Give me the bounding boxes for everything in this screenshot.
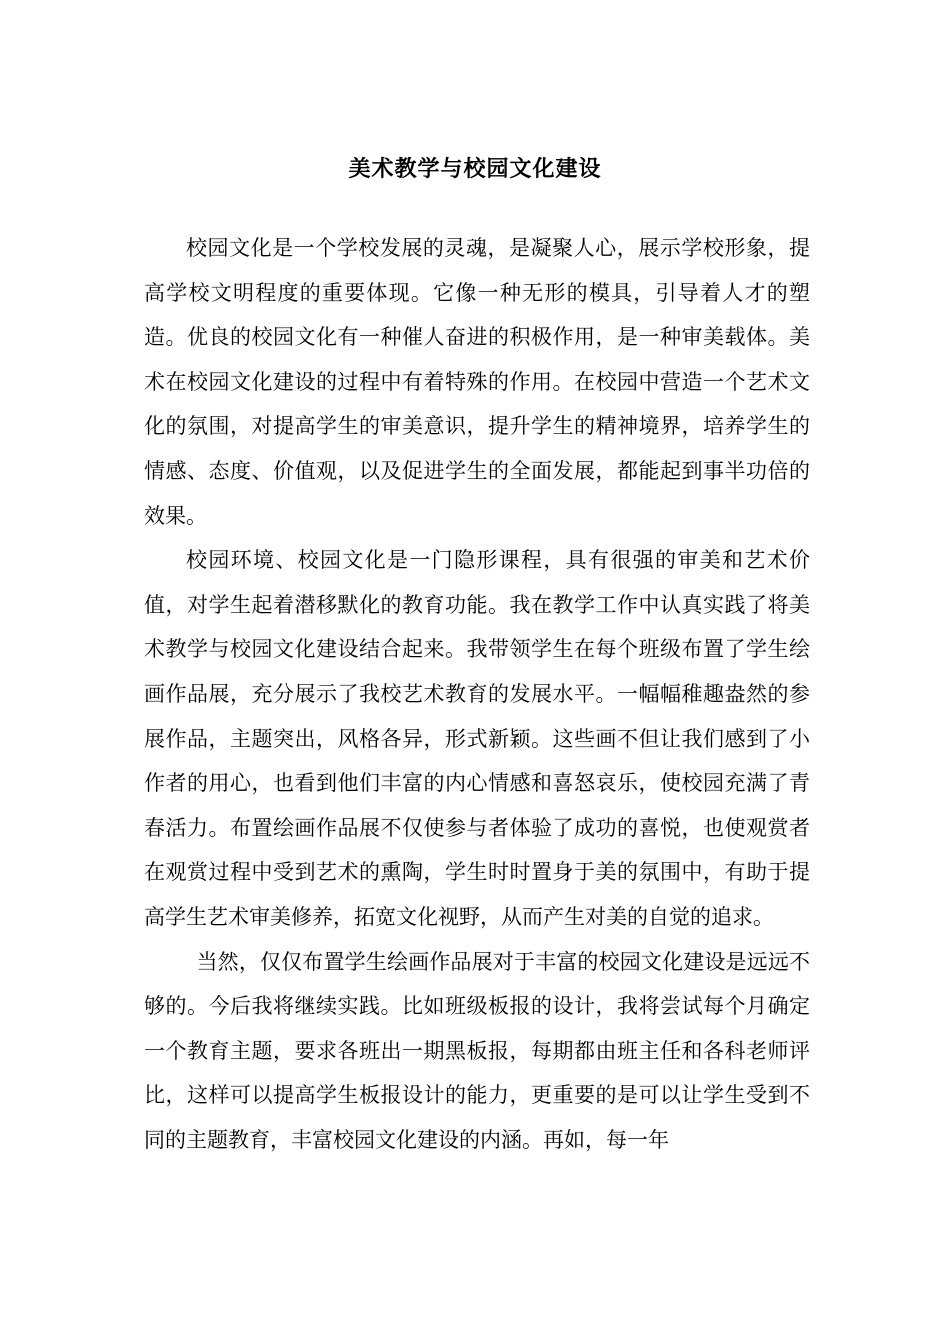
paragraph-1: 校园文化是一个学校发展的灵魂，是凝聚人心，展示学校形象，提高学校文明程度的重要体现。它像一种无形的模具，引导着人才的塑造。优良的校园文化有一种催人奋进的积极作用，是一种审美载体。美术在校园文化建设的过程中有着特殊的作用。在校园中营造一个艺术文化的氛围，对提高学生的审美意识，提升学生的精神境界，培养学生的情感、态度、价值观，以及促进学生的全面发展，都能起到事半功倍的效果。 bbox=[144, 236, 810, 528]
paragraph-3: 当然，仅仅布置学生绘画作品展对于丰富的校园文化建设是远远不够的。今后我将继续实践。比如班级板报的设计，我将尝试每个月确定一个教育主题，要求各班出一期黑板报，每期都由班主任和各科老师评比，这样可以提高学生板报设计的能力，更重要的是可以让学生受到不同的主题教育，丰富校园文化建设的内涵。再如，每一年 bbox=[144, 949, 810, 1152]
paragraph-2: 校园环境、校园文化是一门隐形课程，具有很强的审美和艺术价值，对学生起着潜移默化的教育功能。我在教学工作中认真实践了将美术教学与校园文化建设结合起来。我带领学生在每个班级布置了学生绘画作品展，充分展示了我校艺术教育的发展水平。一幅幅稚趣盎然的参展作品，主题突出，风格各异，形式新颖。这些画不但让我们感到了小作者的用心，也看到他们丰富的内心情感和喜怒哀乐，使校园充满了青春活力。布置绘画作品展不仅使参与者体验了成功的喜悦，也使观赏者在观赏过程中受到艺术的熏陶，学生时时置身于美的氛围中，有助于提高学生艺术审美修养，拓宽文化视野，从而产生对美的自觉的追求。 bbox=[144, 548, 810, 929]
document-body bbox=[144, 226, 810, 1162]
document-title: 美术教学与校园文化建设 bbox=[348, 156, 602, 182]
